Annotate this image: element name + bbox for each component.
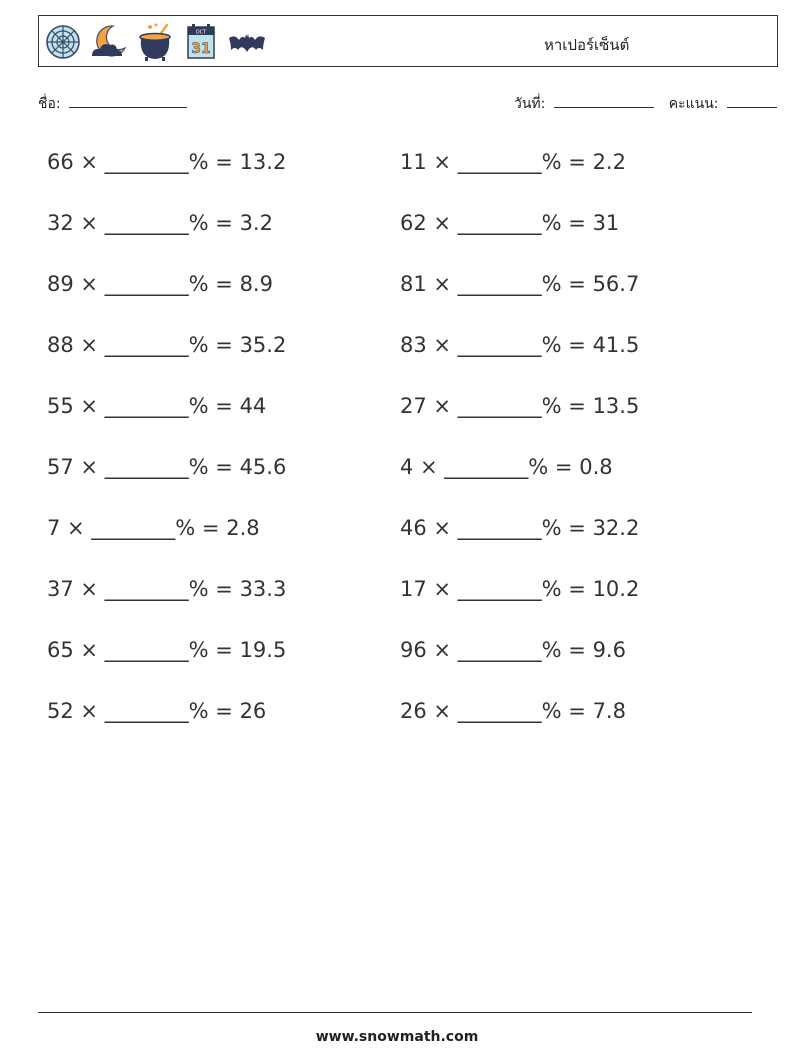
- problem-item: 26 × ________% = 7.8: [400, 699, 626, 723]
- problem-item: 62 × ________% = 31: [400, 211, 620, 235]
- footer-website: www.snowmath.com: [315, 1029, 479, 1045]
- problem-item: 27 × ________% = 13.5: [400, 394, 640, 418]
- calendar-month-text: OCT: [195, 29, 207, 36]
- problem-item: 17 × ________% = 10.2: [400, 577, 640, 601]
- problem-item: 46 × ________% = 32.2: [400, 516, 640, 540]
- date-score-fields: [514, 93, 777, 115]
- name-blank: [69, 93, 187, 108]
- problem-item: 65 × ________% = 19.5: [47, 638, 287, 662]
- problem-item: 89 × ________% = 8.9: [47, 272, 273, 296]
- score-label: คะแนน:: [668, 96, 719, 112]
- problem-item: 57 × ________% = 45.6: [47, 455, 287, 479]
- problem-item: 4 × ________% = 0.8: [400, 455, 613, 479]
- worksheet-header: [38, 15, 778, 67]
- calendar-day-text: 31: [191, 41, 211, 57]
- problem-item: 32 × ________% = 3.2: [47, 211, 273, 235]
- problem-item: 7 × ________% = 2.8: [47, 516, 260, 540]
- date-label: วันที่:: [514, 96, 546, 112]
- problem-item: 81 × ________% = 56.7: [400, 272, 640, 296]
- problem-item: 66 × ________% = 13.2: [47, 150, 287, 174]
- problem-item: 88 × ________% = 35.2: [47, 333, 287, 357]
- moon-cloud-icon: [89, 22, 129, 62]
- date-blank: [554, 93, 654, 108]
- calendar-icon: [181, 22, 221, 62]
- problem-item: 37 × ________% = 33.3: [47, 577, 287, 601]
- worksheet-title: หาเปอร์เซ็นต์: [544, 36, 630, 54]
- spider-web-icon: [43, 22, 83, 62]
- score-blank: [727, 93, 777, 108]
- name-field: [38, 93, 187, 115]
- problem-item: 52 × ________% = 26: [47, 699, 267, 723]
- problem-item: 55 × ________% = 44: [47, 394, 267, 418]
- problem-item: 96 × ________% = 9.6: [400, 638, 626, 662]
- header-icons: [43, 21, 267, 63]
- problem-item: 11 × ________% = 2.2: [400, 150, 626, 174]
- name-label: ชื่อ:: [38, 96, 61, 112]
- cauldron-icon: [135, 22, 175, 62]
- bat-icon: [227, 22, 267, 62]
- footer-divider: [38, 1012, 752, 1013]
- problem-item: 83 × ________% = 41.5: [400, 333, 640, 357]
